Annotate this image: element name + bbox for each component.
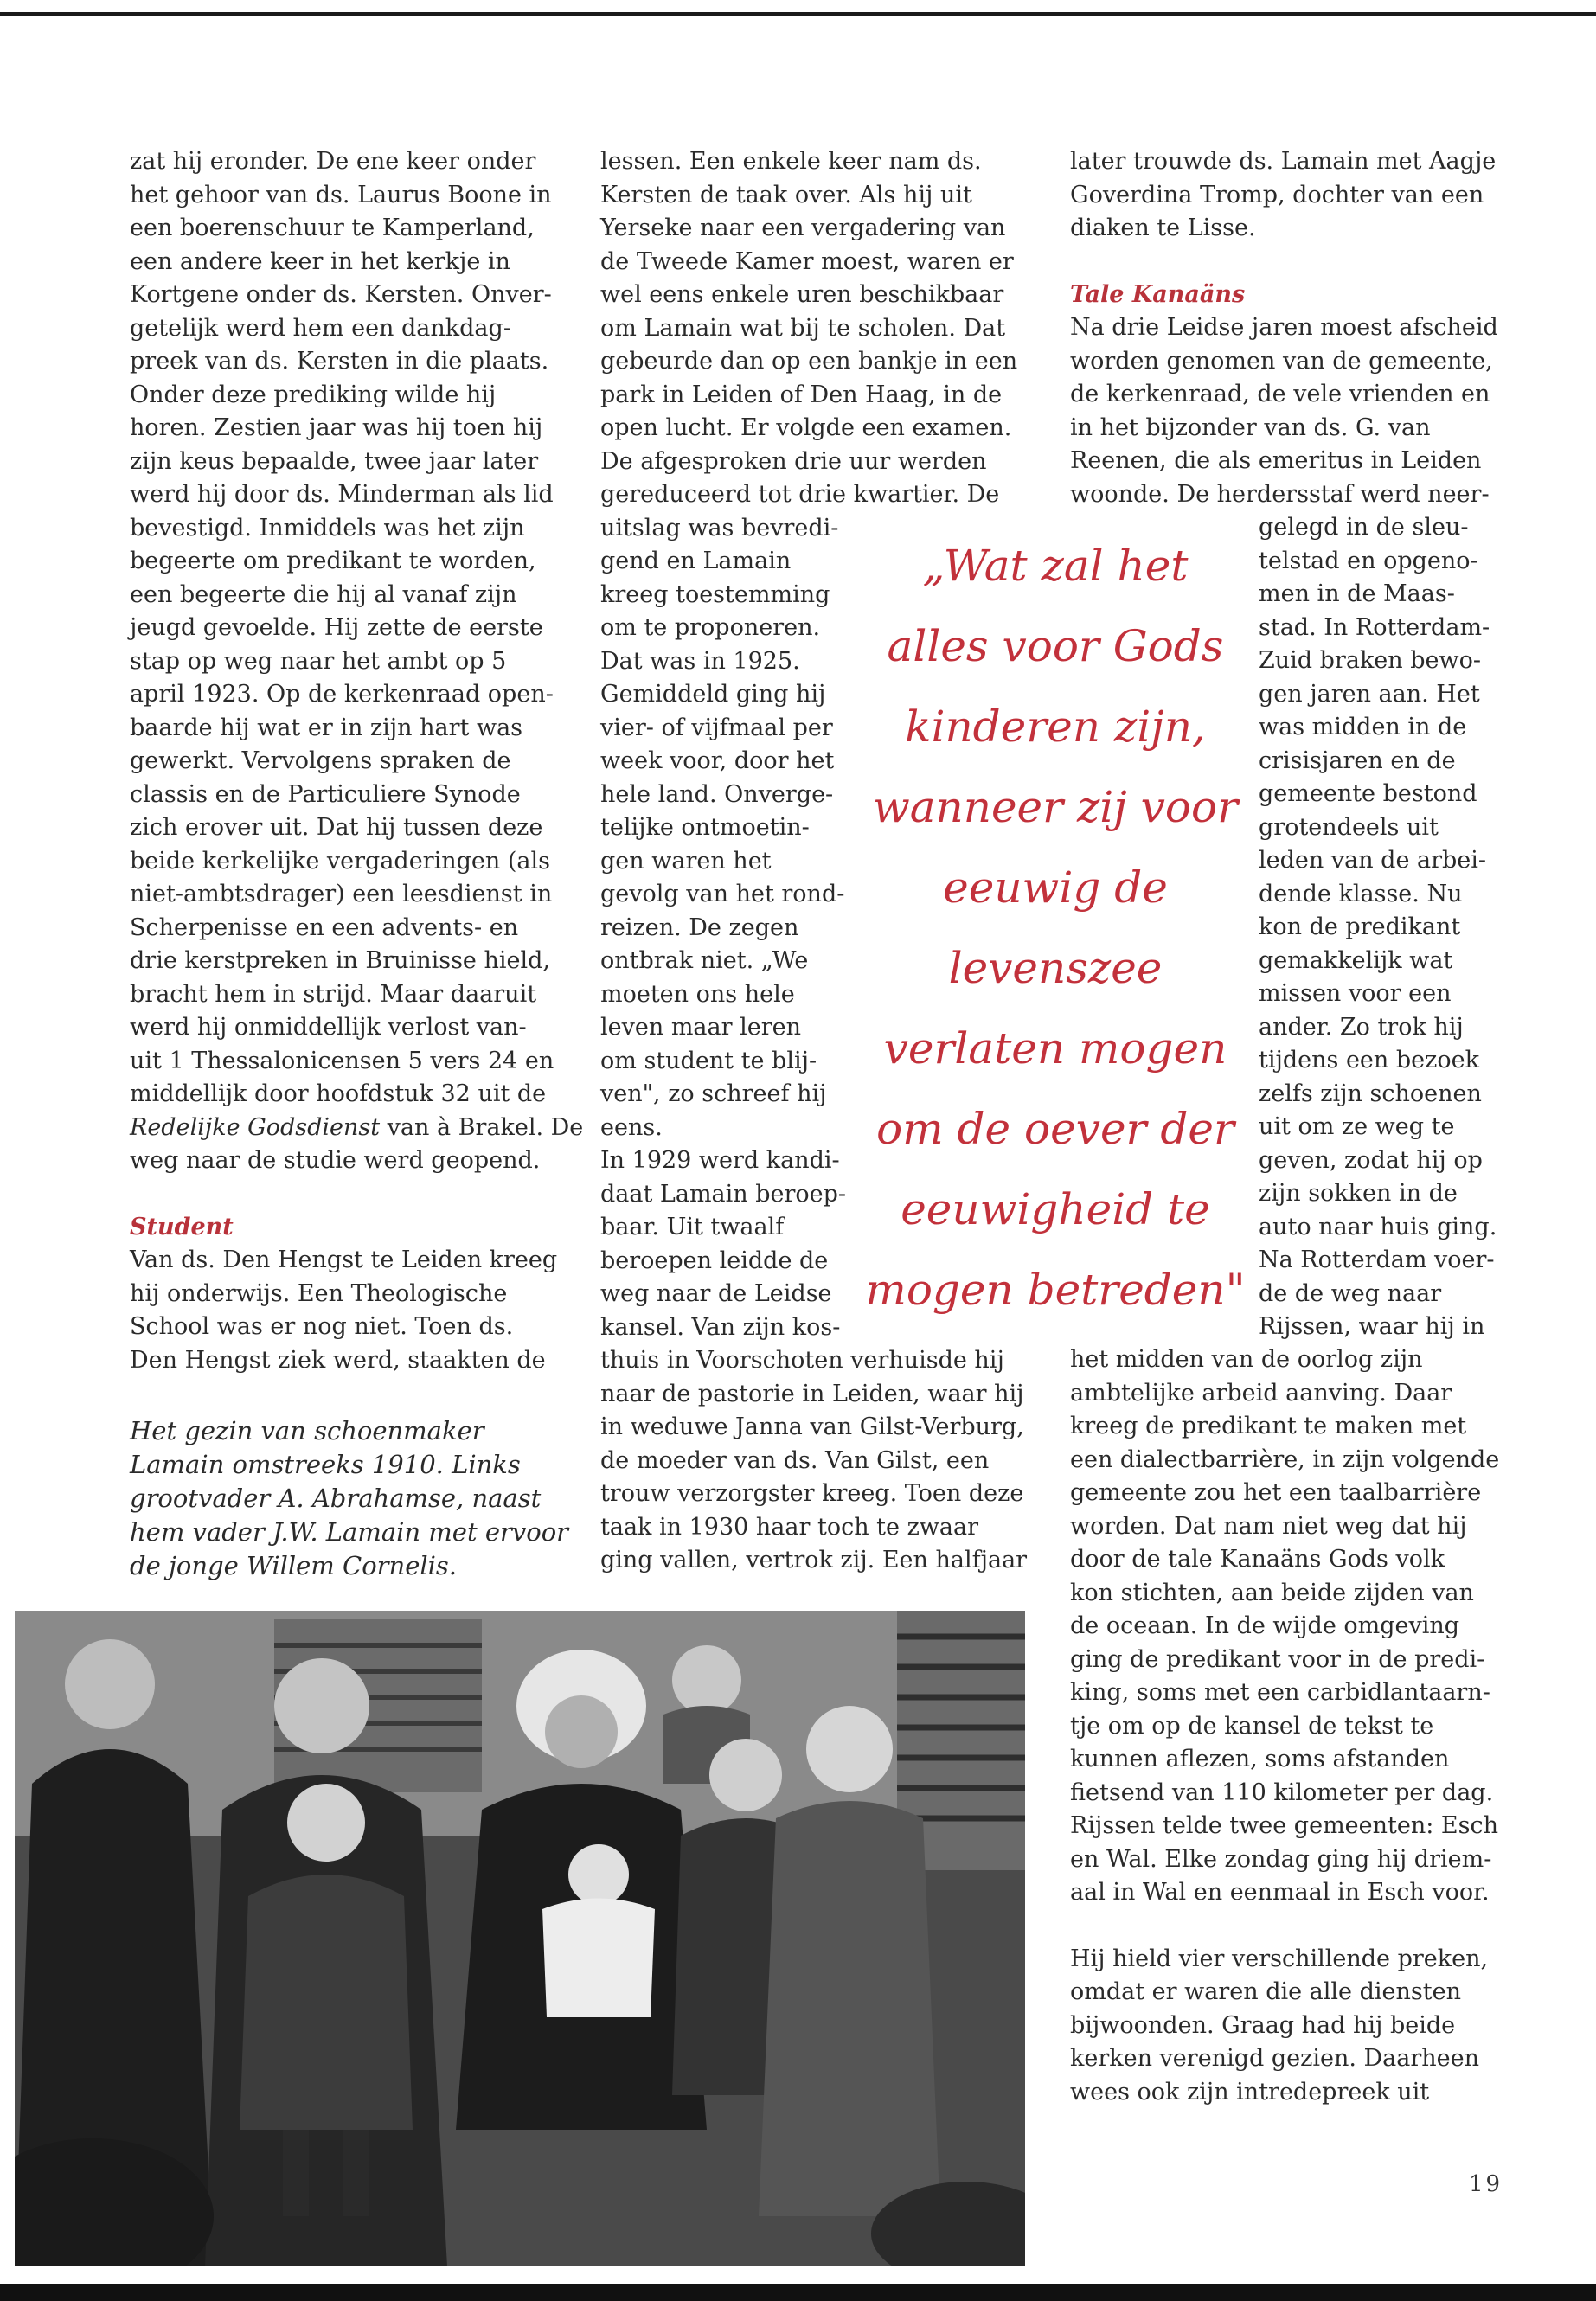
text-line: hij onderwijs. Een Theologische bbox=[130, 1279, 508, 1307]
text-line: weg naar de studie werd geopend. bbox=[130, 1147, 541, 1174]
text-line: kunnen aflezen, soms afstanden bbox=[1070, 1746, 1450, 1772]
text-line: Rijssen, waar hij in bbox=[1259, 1313, 1485, 1340]
text-line: april 1923. Op de kerkenraad open- bbox=[130, 681, 554, 708]
text-line: Hij hield vier verschillende preken, bbox=[1070, 1945, 1489, 1972]
text-line: men in de Maas- bbox=[1259, 580, 1455, 607]
text-line: aal in Wal en eenmaal in Esch voor. bbox=[1070, 1879, 1490, 1906]
text-line: weg naar de Leidse bbox=[600, 1280, 832, 1307]
column-3-narrow bbox=[1259, 511, 1497, 1344]
text-line: tje om op de kansel de tekst te bbox=[1070, 1712, 1434, 1740]
text-line: de oceaan. In de wijde omgeving bbox=[1070, 1612, 1460, 1639]
text-line: worden genomen van de gemeente, bbox=[1070, 347, 1493, 375]
text-line: uit om ze weg te bbox=[1259, 1113, 1455, 1140]
text-line: vier- of vijfmaal per bbox=[600, 714, 833, 741]
text-line: baarde hij wat er in zijn hart was bbox=[130, 714, 523, 741]
text-line: eeuwig de bbox=[943, 862, 1168, 913]
text-line: dende klasse. Nu bbox=[1259, 880, 1463, 907]
text-line: week voor, door het bbox=[600, 747, 835, 774]
text-line: gend en Lamain bbox=[600, 548, 792, 574]
text-line: In 1929 werd kandi- bbox=[600, 1147, 840, 1174]
text-line: de Tweede Kamer moest, waren er bbox=[600, 247, 1014, 275]
text-line: de moeder van ds. Van Gilst, een bbox=[600, 1446, 990, 1474]
text-line: hele land. Onverge- bbox=[600, 780, 834, 808]
text-line: wanneer zij voor bbox=[872, 782, 1239, 832]
text-line: fietsend van 110 kilometer per dag. bbox=[1070, 1779, 1494, 1806]
text-line: ging de predikant voor in de predi- bbox=[1070, 1645, 1485, 1673]
text-line: taak in 1930 haar toch te zwaar bbox=[600, 1513, 979, 1541]
text-line: diaken te Lisse. bbox=[1070, 215, 1256, 241]
text-line: alles voor Gods bbox=[887, 621, 1224, 671]
text-line: telstad en opgeno- bbox=[1259, 547, 1478, 574]
text-line: missen voor een bbox=[1259, 980, 1452, 1007]
text-line: gen jaren aan. Het bbox=[1259, 680, 1480, 708]
text-line: Reenen, die als emeritus in Leiden bbox=[1070, 447, 1482, 474]
text-line: stap op weg naar het ambt op 5 bbox=[130, 647, 507, 675]
text-line: beroepen leidde de bbox=[600, 1247, 829, 1274]
text-line: ander. Zo trok hij bbox=[1259, 1013, 1464, 1041]
text-line: School was er nog niet. Toen ds. bbox=[130, 1313, 514, 1340]
text-line: reizen. De zegen bbox=[600, 913, 799, 941]
column-1-body-2 bbox=[130, 1244, 583, 1377]
text-line: moeten ons hele bbox=[600, 980, 795, 1008]
text-line: om de oever der bbox=[876, 1104, 1234, 1154]
column-1-body bbox=[130, 145, 583, 1178]
text-line: om student te blij- bbox=[600, 1047, 817, 1074]
bottom-rule bbox=[0, 2284, 1596, 2301]
text-line: kinderen zijn, bbox=[905, 702, 1206, 752]
text-line: thuis in Voorschoten verhuisde hij bbox=[600, 1347, 1004, 1374]
text-line: de jonge Willem Cornelis. bbox=[130, 1551, 458, 1580]
text-line: gemeente bestond bbox=[1259, 780, 1477, 807]
text-line: beide kerkelijke vergaderingen (als bbox=[130, 847, 550, 875]
text-line: het gehoor van ds. Laurus Boone in bbox=[130, 181, 552, 208]
text-line: bevestigd. Inmiddels was het zijn bbox=[130, 514, 525, 542]
text-line: daat Lamain beroep- bbox=[600, 1180, 847, 1208]
text-line: Zuid braken bewo- bbox=[1259, 647, 1482, 674]
text-line: zich erover uit. Dat hij tussen deze bbox=[130, 814, 543, 841]
text-line: naar de pastorie in Leiden, waar hij bbox=[600, 1380, 1024, 1407]
text-line: kreeg toestemming bbox=[600, 580, 830, 608]
text-line: Scherpenisse en een advents- en bbox=[130, 913, 519, 941]
text-line: kon stichten, aan beide zijden van bbox=[1070, 1579, 1474, 1606]
text-line: kon de predikant bbox=[1259, 913, 1461, 940]
text-line: jeugd gevoelde. Hij zette de eerste bbox=[130, 614, 543, 641]
text-line: gemakkelijk wat bbox=[1259, 946, 1453, 974]
text-line: een begeerte die hij al vanaf zijn bbox=[130, 580, 517, 608]
text-line: omdat er waren die alle diensten bbox=[1070, 1978, 1461, 2005]
text-line: tijdens een bezoek bbox=[1259, 1047, 1479, 1074]
text-line: Van ds. Den Hengst te Leiden kreeg bbox=[130, 1247, 558, 1273]
text-line: gen waren het bbox=[600, 847, 772, 875]
text-line: „Wat zal het bbox=[922, 541, 1189, 591]
text-line: getelijk werd hem een dankdag- bbox=[130, 314, 511, 342]
text-line: Na Rotterdam voer- bbox=[1259, 1247, 1495, 1273]
text-line: ging vallen, vertrok zij. Een halfjaar bbox=[600, 1547, 1028, 1574]
text-line: horen. Zestien jaar was hij toen hij bbox=[130, 414, 543, 441]
text-line: levenszee bbox=[948, 943, 1163, 993]
text-line: Kersten de taak over. Als hij uit bbox=[600, 181, 972, 208]
text-line: middellijk door hoofdstuk 32 uit de bbox=[130, 1080, 547, 1107]
text-line: om te proponeren. bbox=[600, 614, 821, 641]
heading-student: Student bbox=[130, 1213, 234, 1240]
text-line: in weduwe Janna van Gilst-Verburg, bbox=[600, 1413, 1024, 1440]
text-line: gelegd in de sleu- bbox=[1259, 514, 1469, 541]
text-line: geven, zodat hij op bbox=[1259, 1146, 1483, 1174]
text-line: kansel. Van zijn kos- bbox=[600, 1313, 841, 1341]
text-line: Den Hengst ziek werd, staakten de bbox=[130, 1346, 546, 1374]
text-line: werd hij door ds. Minderman als lid bbox=[130, 481, 554, 508]
text-line: leden van de arbei- bbox=[1259, 847, 1487, 874]
text-line: om Lamain wat bij te scholen. Dat bbox=[600, 314, 1006, 342]
text-line: Rijssen telde twee gemeenten: Esch bbox=[1070, 1812, 1498, 1839]
text-line: mogen betreden" bbox=[865, 1265, 1246, 1315]
text-line: De afgesproken drie uur werden bbox=[600, 447, 987, 475]
family-photo bbox=[15, 1611, 1025, 2266]
text-line: eens. bbox=[600, 1113, 663, 1141]
text-line: Lamain omstreeks 1910. Links bbox=[130, 1450, 521, 1479]
text-line: eeuwigheid te bbox=[901, 1184, 1210, 1234]
column-1 bbox=[130, 145, 583, 1377]
text-line: zijn keus bepaalde, twee jaar later bbox=[130, 447, 539, 475]
heading-tale-kanaans: Tale Kanaäns bbox=[1070, 280, 1246, 308]
text-line: gebeurde dan op een bankje in een bbox=[600, 348, 1018, 375]
text-line: Goverdina Tromp, dochter van een bbox=[1070, 181, 1484, 208]
text-line: telijke ontmoetin- bbox=[600, 814, 810, 841]
text-line: Na drie Leidse jaren moest afscheid bbox=[1070, 314, 1498, 341]
text-line: king, soms met een carbidlantaarn- bbox=[1070, 1679, 1490, 1706]
text-line: de de weg naar bbox=[1259, 1279, 1442, 1307]
text-line: een boerenschuur te Kamperland, bbox=[130, 215, 535, 241]
top-rule bbox=[0, 12, 1596, 16]
text-line: lessen. Een enkele keer nam ds. bbox=[600, 148, 982, 175]
text-line: stad. In Rotterdam- bbox=[1259, 613, 1490, 641]
text-line: gewerkt. Vervolgens spraken de bbox=[130, 747, 511, 774]
text-line: bracht hem in strijd. Maar daaruit bbox=[130, 980, 537, 1008]
text-line: in het bijzonder van ds. G. van bbox=[1070, 413, 1431, 441]
text-line: later trouwde ds. Lamain met Aagje bbox=[1070, 148, 1497, 175]
text-line: baar. Uit twaalf bbox=[600, 1214, 785, 1240]
text-line: zat hij eronder. De ene keer onder bbox=[130, 148, 536, 175]
text-line: was midden in de bbox=[1259, 714, 1467, 740]
text-line: begeerte om predikant te worden, bbox=[130, 548, 536, 574]
photo-caption bbox=[130, 1414, 568, 1583]
text-line: door de tale Kanaäns Gods volk bbox=[1070, 1546, 1445, 1573]
text-line: Gemiddeld ging hij bbox=[600, 681, 826, 708]
text-line: Het gezin van schoenmaker bbox=[130, 1416, 484, 1445]
text-line: een andere keer in het kerkje in bbox=[130, 247, 510, 275]
text-line: werd hij onmiddellijk verlost van- bbox=[130, 1014, 527, 1041]
text-line: auto naar huis ging. bbox=[1259, 1213, 1497, 1240]
text-line: Dat was in 1925. bbox=[600, 647, 800, 675]
text-line: preek van ds. Kersten in die plaats. bbox=[130, 348, 549, 375]
text-line: en Wal. Elke zondag ging hij driem- bbox=[1070, 1845, 1492, 1873]
text-line: gereduceerd tot drie kwartier. De bbox=[600, 481, 1000, 508]
text-line: wel eens enkele uren beschikbaar bbox=[600, 281, 1004, 308]
text-line: ontbrak niet. „We bbox=[600, 947, 809, 974]
family-photo-illustration bbox=[15, 1611, 1025, 2266]
text-line: uitslag was bevredi- bbox=[600, 514, 839, 542]
text-line: open lucht. Er volgde een examen. bbox=[600, 414, 1012, 441]
text-line: bijwoonden. Graag had hij beide bbox=[1070, 2011, 1456, 2039]
text-line: leven maar leren bbox=[600, 1014, 801, 1041]
text-line: woonde. De herdersstaf werd neer- bbox=[1070, 480, 1490, 508]
text-line: gevolg van het rond- bbox=[600, 881, 845, 907]
column-3-intro bbox=[1070, 145, 1498, 246]
text-line: ven", zo schreef hij bbox=[600, 1080, 827, 1107]
text-line: uit 1 Thessalonicensen 5 vers 24 en bbox=[130, 1047, 554, 1074]
text-line: Redelijke Godsdienst van à Brakel. De bbox=[130, 1113, 584, 1141]
text-line: classis en de Particuliere Synode bbox=[130, 780, 521, 808]
text-line: Kortgene onder ds. Kersten. Onver- bbox=[130, 281, 552, 308]
text-line: niet-ambtsdrager) een leesdienst in bbox=[130, 881, 553, 907]
text-line: grootvader A. Abrahamse, naast bbox=[130, 1484, 542, 1513]
text-line: het midden van de oorlog zijn bbox=[1070, 1346, 1423, 1373]
column-3-lower bbox=[1070, 1343, 1499, 2109]
text-line: worden. Dat nam niet weg dat hij bbox=[1070, 1512, 1467, 1540]
text-line: kreeg de predikant te maken met bbox=[1070, 1413, 1467, 1439]
text-line: crisisjaren en de bbox=[1259, 747, 1456, 774]
column-3 bbox=[1070, 145, 1498, 511]
text-line: zijn sokken in de bbox=[1259, 1180, 1458, 1207]
text-line: ambtelijke arbeid aanving. Daar bbox=[1070, 1379, 1452, 1407]
text-line: verlaten mogen bbox=[883, 1023, 1227, 1074]
text-line: gemeente zou het een taalbarrière bbox=[1070, 1479, 1482, 1506]
column-3-body bbox=[1070, 311, 1498, 511]
pull-quote bbox=[861, 526, 1250, 1330]
text-line: de kerkenraad, de vele vrienden en bbox=[1070, 381, 1490, 407]
page-number: 19 bbox=[1469, 2171, 1503, 2197]
text-line: Onder deze prediking wilde hij bbox=[130, 381, 497, 408]
text-line: wees ook zijn intredepreek uit bbox=[1070, 2078, 1430, 2106]
text-line: Yerseke naar een vergadering van bbox=[600, 215, 1006, 241]
text-line: drie kerstpreken in Bruinisse hield, bbox=[130, 947, 550, 974]
text-line: zelfs zijn schoenen bbox=[1259, 1080, 1482, 1107]
text-line: grotendeels uit bbox=[1259, 813, 1439, 841]
text-line: kerken verenigd gezien. Daarheen bbox=[1070, 2045, 1479, 2072]
text-line: hem vader J.W. Lamain met ervoor bbox=[130, 1517, 569, 1547]
text-line: een dialectbarrière, in zijn volgende bbox=[1070, 1445, 1500, 1473]
text-line: trouw verzorgster kreeg. Toen deze bbox=[600, 1480, 1024, 1507]
text-line: park in Leiden of Den Haag, in de bbox=[600, 381, 1003, 408]
